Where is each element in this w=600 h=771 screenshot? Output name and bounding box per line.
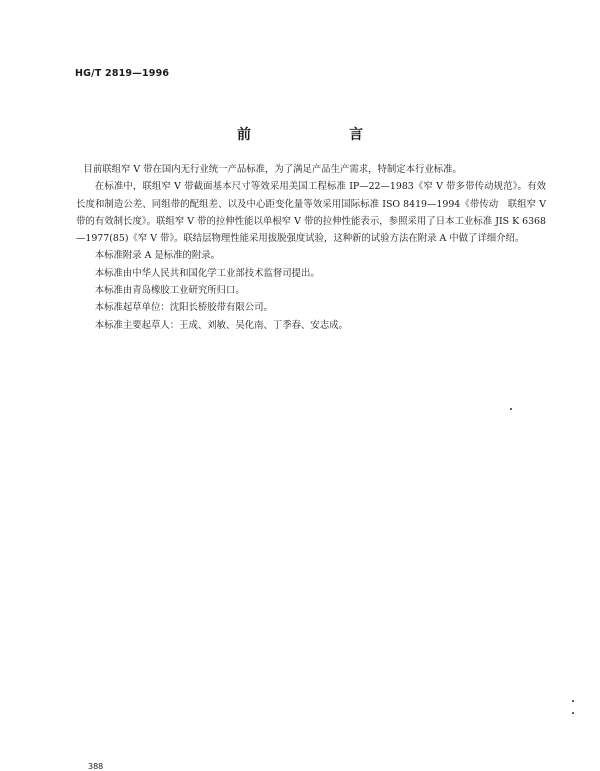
scan-speck [572,712,574,714]
paragraph-6: 本标准起草单位：沈阳长桥胶带有限公司。 [94,302,273,314]
paragraph-4: 本标准由中华人民共和国化学工业部技术监督司提出。 [94,267,320,279]
paragraph-2: 在标准中，联组窄 V 带截面基本尺寸等效采用美国工程标准 IP—22—1983《窄 V 带多带传动规范》。有效长度和制造公差、同组带的配组差、以及中心距变化量等效采用国际标准 ISO 8419—1994《带传动 联组窄 V 带的有效制长度》。联组窄 V 带的拉伸性能以单根窄 V 带的拉伸性能表示，参照采用了日本工业标准 JIS K 6368—1977(85)《窄 V 带》。联结层物理性能采用拔脱强度试验，这种新的试验方法在附录 A 中做了详细介绍。 [76,181,546,245]
standard-code: HG/T 2819—1996 [75,68,170,79]
page-number: 388 [88,762,104,771]
paragraph-7: 本标准主要起草人：王成、刘敏、吴化南、丁季春、安志成。 [94,319,348,331]
paragraph-3: 本标准附录 A 是标准的附录。 [94,250,221,262]
preface-body [76,161,546,334]
scan-speck [572,700,574,702]
paragraph-5: 本标准由青岛橡胶工业研究所归口。 [94,285,245,297]
page-title: 前 言 [237,127,405,143]
scan-speck [510,408,512,410]
paragraph-1: 目前联组窄 V 带在国内无行业统一产品标准，为了满足产品生产需求，特制定本行业标准。 [83,164,462,175]
